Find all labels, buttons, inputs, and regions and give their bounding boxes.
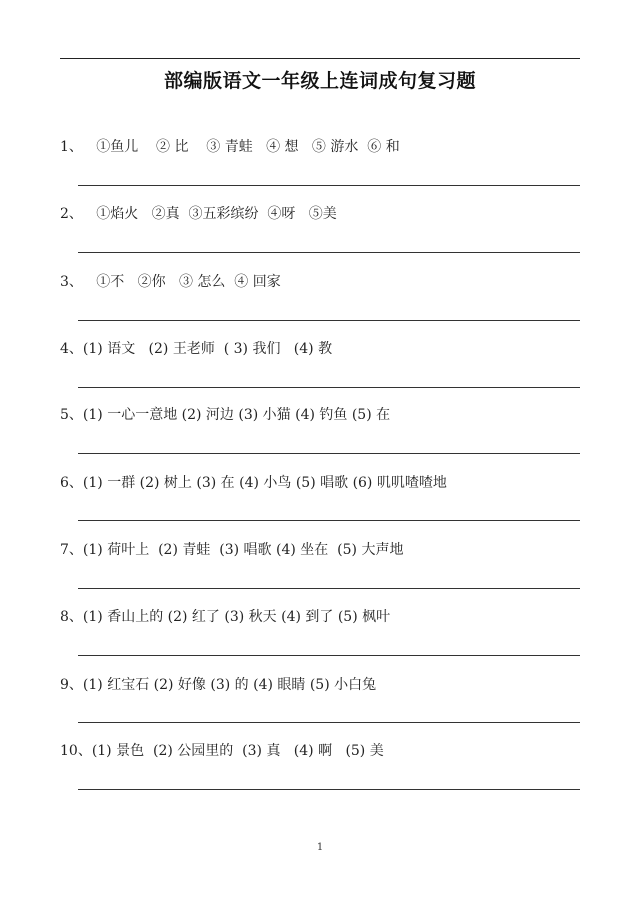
question-item — [0, 674, 640, 734]
answer-line — [78, 453, 580, 454]
answer-line — [78, 185, 580, 186]
page-title: 部编版语文一年级上连词成句复习题 — [163, 70, 476, 92]
question-item — [0, 136, 640, 196]
question-item — [0, 606, 640, 666]
question-item — [0, 271, 640, 331]
question-text: 4、(1) 语文 (2) 王老师 ( 3) 我们 (4) 教 — [60, 341, 333, 357]
answer-line — [78, 722, 580, 723]
page-number: 1 — [316, 842, 324, 853]
question-text: 6、(1) 一群 (2) 树上 (3) 在 (4) 小鸟 (5) 唱歌 (6) 叽叽喳喳地 — [60, 475, 447, 491]
question-text: 7、(1) 荷叶上 (2) 青蛙 (3) 唱歌 (4) 坐在 (5) 大声地 — [60, 542, 404, 558]
answer-line — [78, 387, 580, 388]
answer-line — [78, 520, 580, 521]
question-item — [0, 539, 640, 599]
question-text: 1、 ①鱼儿 ② 比 ③ 青蛙 ④ 想 ⑤ 游水 ⑥ 和 — [60, 139, 400, 155]
top-rule — [60, 58, 580, 59]
question-text: 9、(1) 红宝石 (2) 好像 (3) 的 (4) 眼睛 (5) 小白兔 — [60, 677, 377, 693]
answer-line — [78, 588, 580, 589]
answer-line — [78, 320, 580, 321]
question-item — [0, 338, 640, 398]
answer-line — [78, 252, 580, 253]
question-item — [0, 203, 640, 263]
question-text: 5、(1) 一心一意地 (2) 河边 (3) 小猫 (4) 钓鱼 (5) 在 — [60, 407, 391, 423]
answer-line — [78, 789, 580, 790]
question-text: 10、(1) 景色 (2) 公园里的 (3) 真 (4) 啊 (5) 美 — [60, 743, 384, 759]
answer-line — [78, 655, 580, 656]
question-item — [0, 472, 640, 532]
question-text: 3、 ①不 ②你 ③ 怎么 ④ 回家 — [60, 274, 281, 290]
question-item — [0, 740, 640, 800]
question-item — [0, 404, 640, 464]
question-text: 8、(1) 香山上的 (2) 红了 (3) 秋天 (4) 到了 (5) 枫叶 — [60, 609, 391, 625]
question-text: 2、 ①焰火 ②真 ③五彩缤纷 ④呀 ⑤美 — [60, 206, 337, 222]
